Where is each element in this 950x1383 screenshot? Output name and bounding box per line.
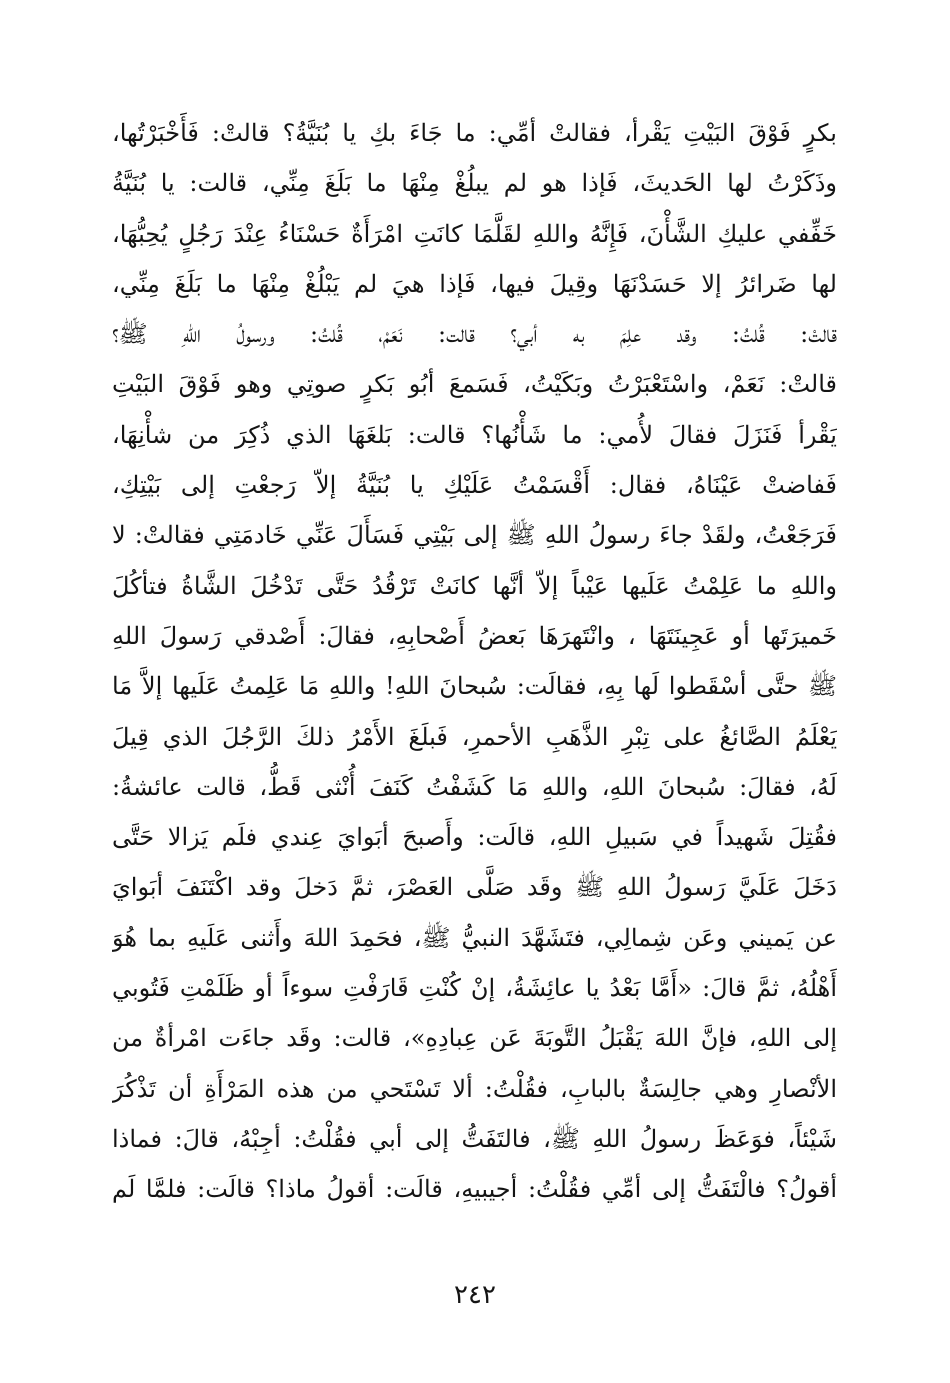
text-line-10: واللهِ ما عَلِمْتُ عَلَيها عَيْباً إلاّ أنَّها كانَتْ تَرْقُدُ حَتَّى تَدْخُلَ الشَّاةُ فتأكُلَ: [112, 571, 837, 600]
text-line-9: فَرَجَعْتُ، ولقَدْ جاءَ رسولُ اللهِ ﷺ إلى بَيْتِي فَسَأَلَ عَنِّي خَادمَتِي فقالتْ: لا: [112, 521, 837, 550]
text-line-8: فَفاضتْ عَيْنَاهُ، فقال: أَقْسَمْتُ عَلَيْكِ يا بُنَيَّةُ إلاّ رَجعْتِ إلى بَيْتِكِ،: [112, 471, 837, 500]
text-line-17: عن يَميني وعَن شِمالِي، فتَشَهَّدَ النبيُّ ﷺ، فحَمِدَ اللهَ وأَثنى عَلَيهِ بما هُوَ: [112, 923, 837, 952]
text-line-18: أَهْلُهُ، ثمَّ قالَ: «أَمَّا بَعْدُ يا عائِشَةُ، إنْ كُنْتِ قَارَفْتِ سوءاً أو ظَلَمْتِ فَتُوبي: [112, 974, 837, 1003]
text-line-15: فقُتِلَ شَهيداً في سَبيلِ اللهِ، قالَت: وأَصبحَ أبَوايَ عِندي فلَم يَزالا حَتَّى: [112, 823, 837, 852]
text-line-13: يَعْلَمُ الصَّائغُ على تِبْرِ الذَّهَبِ الأحمرِ، فَبلَغَ الأَمْرُ ذلكَ الرَّجُلَ الذي قِيلَ: [112, 722, 837, 751]
text-line-12: ﷺ حتَّى أسْقَطوا لَها بِهِ، فقالَت: سُبحانَ اللهِ! واللهِ مَا عَلِمتُ عَلَيها إلاَّ مَا: [112, 672, 837, 701]
text-line-21: شَيْئاً، فوَعَظَ رسولُ اللهِ ﷺ، فالتَفَتُّ إلى أبي فقُلْتُ: أجِبْهُ، قالَ: فماذا: [112, 1124, 837, 1153]
text-line-11: خَميرَتَها أو عَجِينَتَهَا ، وانْتَهرَهَا بَعضُ أَصْحابِهِ، فقالَ: أَصْدقي رَسولَ اللهِ: [112, 621, 837, 650]
text-line-5: قالتْ: قُلتُ: وقد علِمَ به أبي؟ قالت: نَعَمْ، قُلتُ: ورسولُ اللهِ ﷺ؟: [112, 320, 837, 349]
text-line-3: خَفِّفي عليكِ الشَّأْنَ، فَإِنَّهُ واللهِ لقَلَّمَا كانَتِ امْرَأَةٌ حَسْنَاءُ عِنْدَ رَجُلٍ يُحِبُّهَا،: [112, 219, 837, 248]
text-line-7: يَقْرأ فَنَزَلَ فقالَ لأُمي: ما شَأْنُها؟ قالت: بَلغَهَا الذي ذُكِرَ من شأْنِهَا،: [112, 420, 837, 449]
text-line-2: وذَكَرْتُ لها الحَديثَ، فَإذا هو لم يبلُغْ مِنْهَا ما بَلَغَ مِنِّي، قالت: يا بُنَيَّةُ: [112, 169, 837, 198]
text-line-20: الأنْصارِ وهي جالِسَةٌ بالبابِ، فقُلْتُ: ألا تَسْتَحي من هذه المَرْأَةِ أن تَذْكُرَ: [112, 1074, 837, 1103]
text-line-4: لها ضَرائرُ إلا حَسَدْنَهَا وقِيلَ فيها، فَإذا هيَ لم يَبْلُغْ مِنْهَا ما بَلَغَ مِنِّي،: [112, 269, 837, 298]
text-line-19: إلى اللهِ، فإنَّ اللهَ يَقْبَلُ التَّوبَةَ عَن عِبادِهِ»، قالت: وقَد جاءَت امْرأةٌ من: [112, 1024, 837, 1053]
text-line-16: دَخَلَ عَلَيَّ رَسولُ اللهِ ﷺ وقَد صَلَّى العَصْرَ، ثمَّ دَخلَ وقد اكْتَنَفَ أبَوايَ: [112, 873, 837, 902]
text-line-14: لَهُ، فقالَ: سُبحانَ اللهِ، واللهِ مَا كَشَفْتُ كَنَفَ أُنْثى قَطُّ، قالت عائشةُ:: [112, 772, 837, 801]
text-line-1: بكرٍ فَوْقَ البَيْتِ يَقْرأ، فقالتْ أمِّي: ما جَاءَ بكِ يا بُنَيَّةُ؟ قالتْ: فَأَخْبَرْتُها،: [112, 119, 837, 147]
body-text: [112, 108, 837, 1215]
page-number: ٢٤٢: [454, 1280, 496, 1310]
text-line-22: أقولُ؟ فالْتَفَتُّ إلى أمِّي فقُلْتُ: أجيبيهِ، قالَت: أقولُ ماذا؟ قالَت: فلمَّا لَم: [112, 1175, 837, 1204]
text-line-6: قالتْ: نَعَمْ، واسْتَعْبَرْتُ وبَكَيْتُ، فَسَمعَ أبُو بَكرٍ صوتِي وهو فَوْقَ البَيْتِ: [112, 370, 837, 399]
